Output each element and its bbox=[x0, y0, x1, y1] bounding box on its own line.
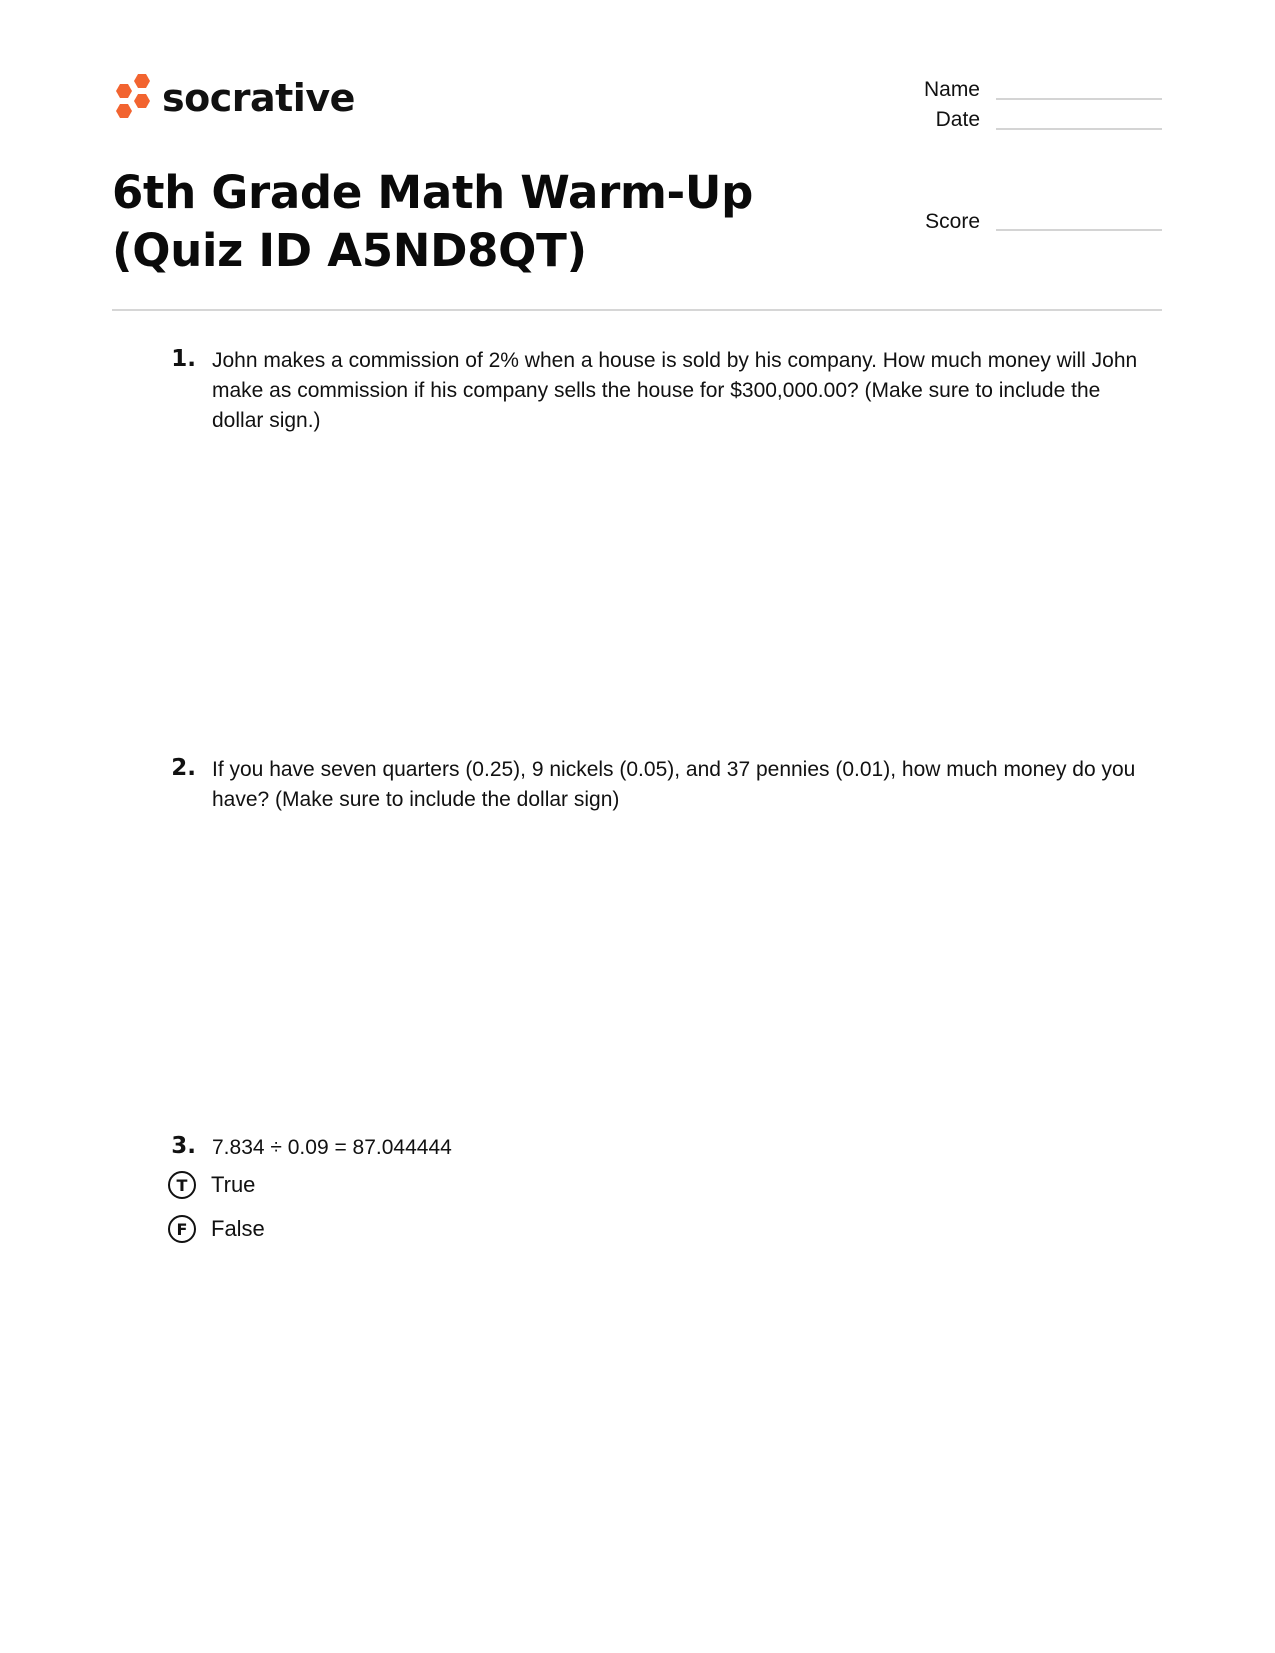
question-number: 1. bbox=[171, 346, 196, 372]
date-field[interactable] bbox=[996, 128, 1162, 130]
option-letter-circle[interactable]: F bbox=[168, 1215, 196, 1243]
hexagon-cluster-icon bbox=[112, 72, 152, 124]
option-label: True bbox=[211, 1172, 256, 1197]
question-number: 2. bbox=[171, 755, 196, 781]
option-true[interactable] bbox=[168, 1171, 255, 1199]
name-field[interactable] bbox=[996, 98, 1162, 100]
option-false[interactable] bbox=[168, 1215, 265, 1243]
header-divider bbox=[112, 309, 1162, 311]
question-number: 3. bbox=[171, 1133, 196, 1159]
score-label: Score bbox=[925, 210, 980, 233]
score-field[interactable] bbox=[996, 229, 1162, 231]
date-label: Date bbox=[935, 108, 980, 131]
option-letter-circle[interactable]: T bbox=[168, 1171, 196, 1199]
question-text: If you have seven quarters (0.25), 9 nickels (0.05), and 37 pennies (0.01), how much money do you have? (Make sure to include the dollar sign) bbox=[212, 758, 1136, 811]
name-label: Name bbox=[923, 78, 980, 101]
brand-name: socrative bbox=[162, 76, 355, 120]
option-label: False bbox=[211, 1216, 265, 1241]
quiz-title: 6th Grade Math Warm-Up (Quiz ID A5ND8QT) bbox=[112, 166, 754, 277]
question-text: 7.834 ÷ 0.09 = 87.044444 bbox=[212, 1136, 452, 1159]
question-text: John makes a commission of 2% when a house is sold by his company. How much money will John make as commission if his company sells the house for $300,000.00? (Make sure to include the dollar sign.) bbox=[212, 349, 1138, 432]
socrative-logo bbox=[112, 72, 355, 124]
